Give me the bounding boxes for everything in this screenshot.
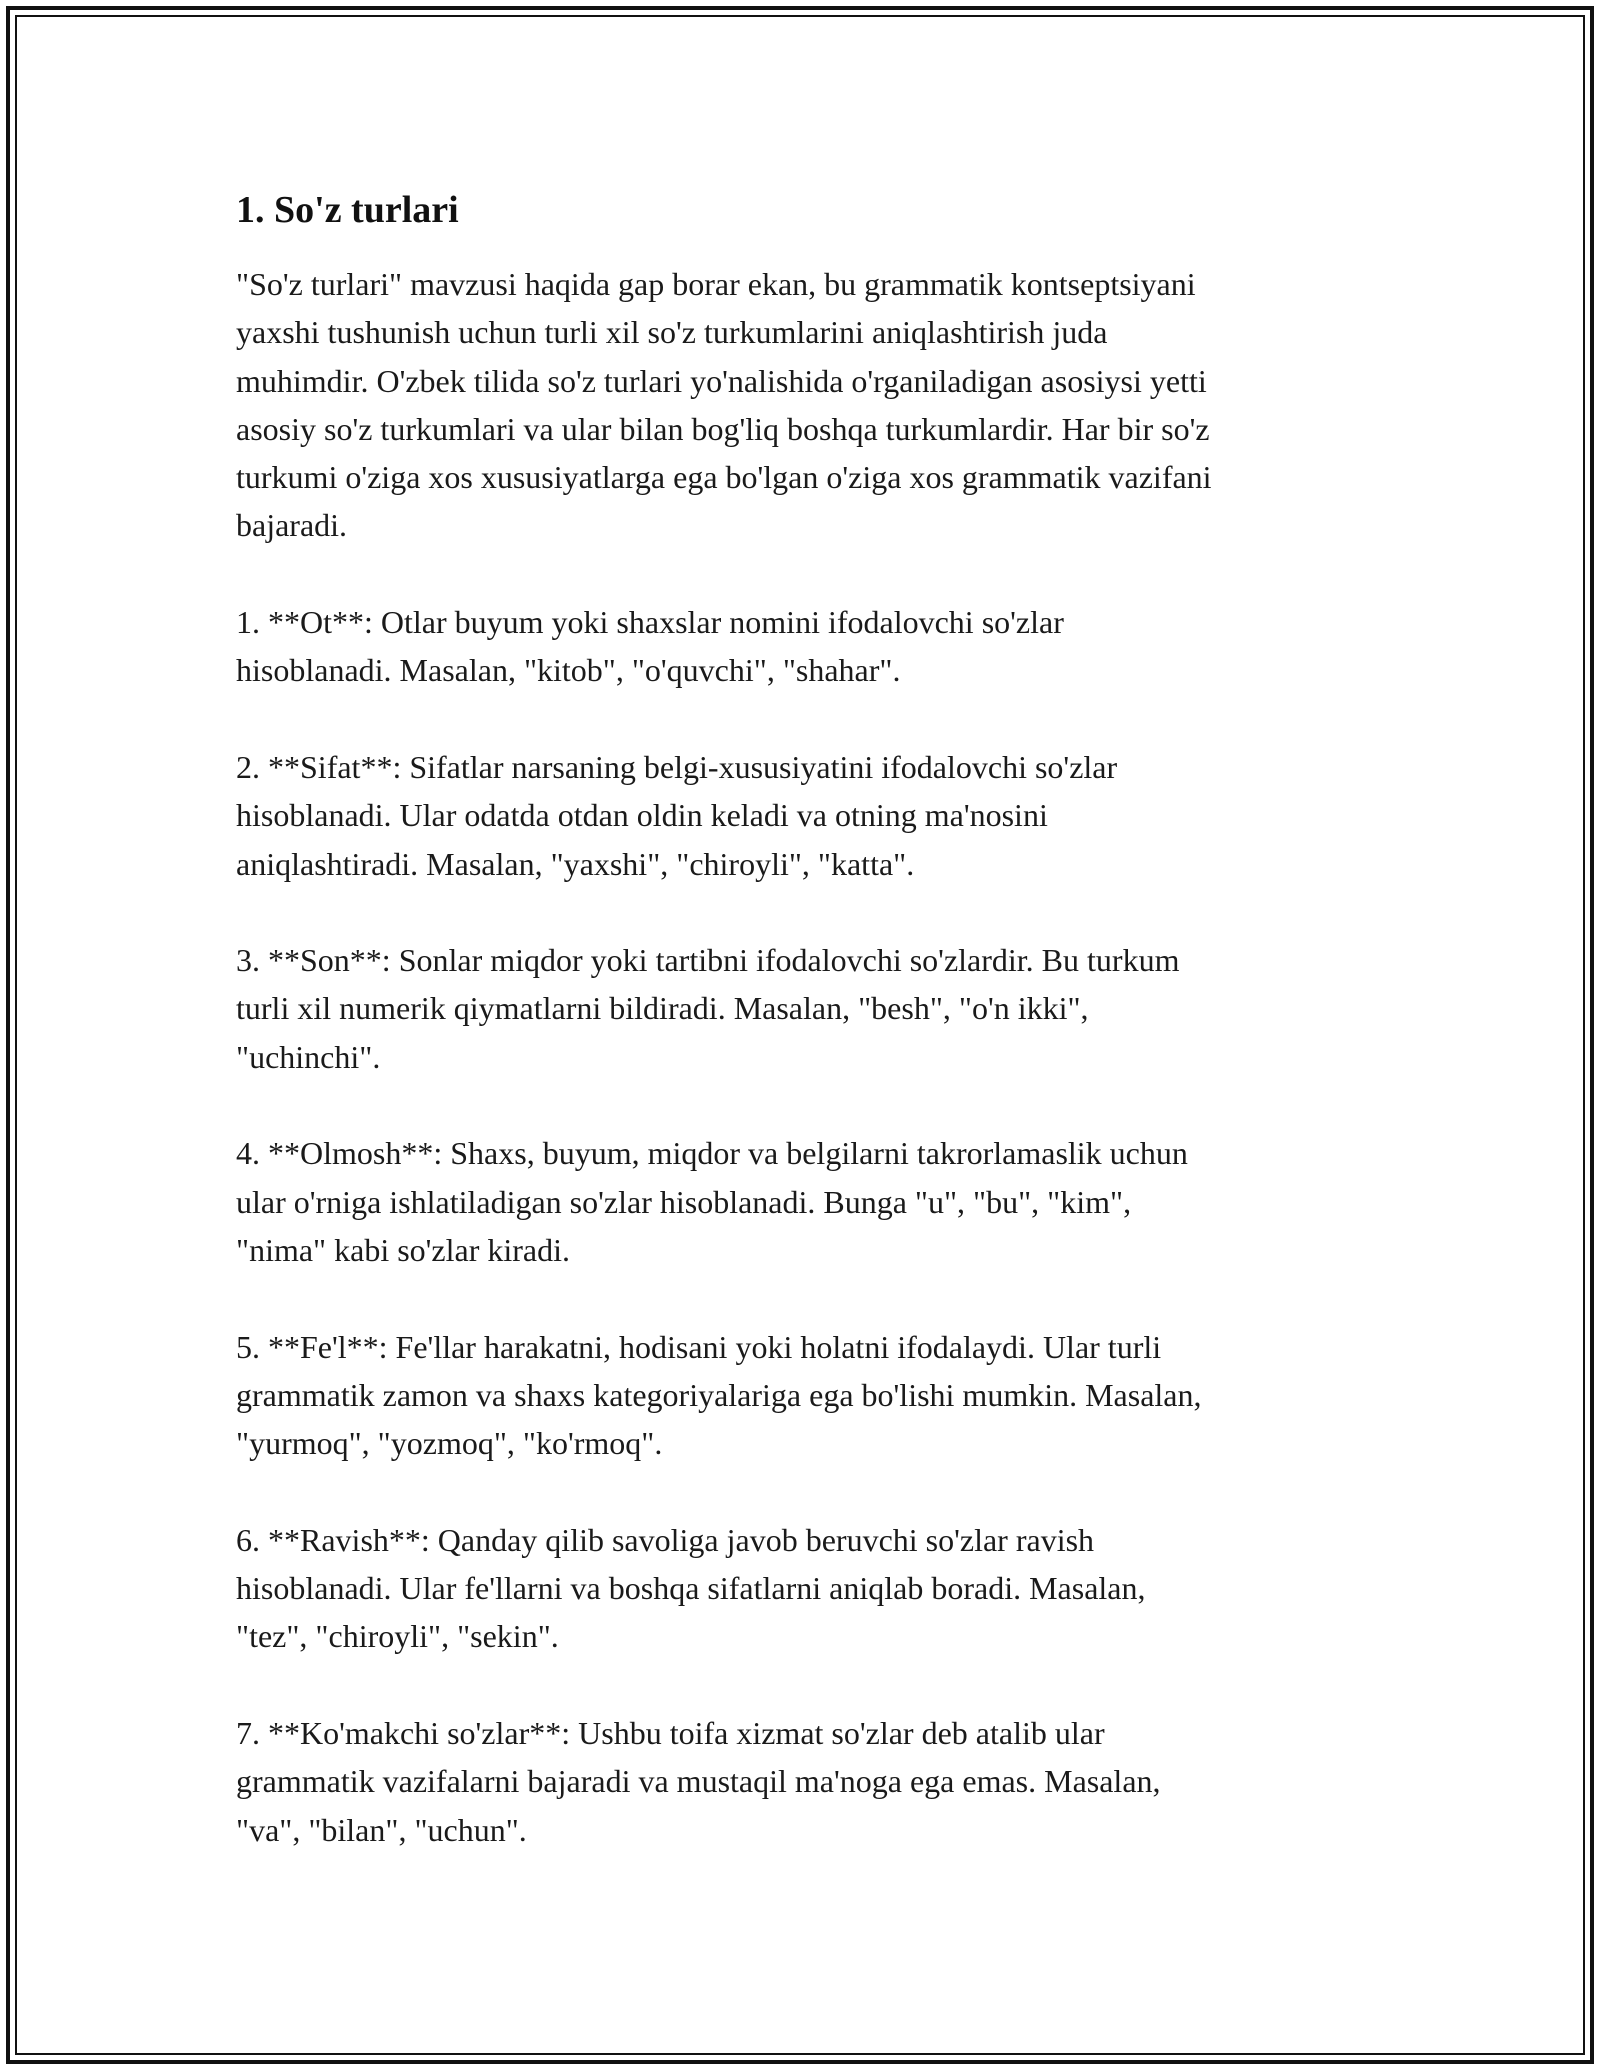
document-body [236,186,1386,1854]
list-item-son: 3. **Son**: Sonlar miqdor yoki tartibni ifodalovchi so'zlardir. Bu turkum turli xil numerik qiymatlarni bildiradi. Masalan, "besh", "o'n ikki", "uchinchi". [236,942,1180,1075]
list-item-olmosh: 4. **Olmosh**: Shaxs, buyum, miqdor va belgilarni takrorlamaslik uchun ular o'rniga ishlatiladigan so'zlar hisoblanadi. Bunga "u", "bu", "kim", "nima" kabi so'zlar kiradi. [236,1135,1188,1268]
list-item-fel: 5. **Fe'l**: Fe'llar harakatni, hodisani yoki holatni ifodalaydi. Ular turli grammatik zamon va shaxs kategoriyalariga ega bo'lishi mumkin. Masalan, "yurmoq", "yozmoq", "ko'rmoq". [236,1328,1202,1462]
intro-paragraph: "So'z turlari" mavzusi haqida gap borar ekan, bu grammatik kontseptsiyani yaxshi tushunish uchun turli xil so'z turkumlarini aniqlashtirish juda muhimdir. O'zbek tilida so'z turlari yo'nalishida o'rganiladigan asosiysi yetti asosiy so'z turkumlari va ular bilan bog'liq boshqa turkumlardir. Har bir so'z turkumi o'ziga xos xususiyatlarga ega bo'lgan o'ziga xos grammatik vazifani bajaradi. [236,266,1212,544]
list-item-komakchi: 7. **Ko'makchi so'zlar**: Ushbu toifa xizmat so'zlar deb atalib ular grammatik vazifalarni bajaradi va mustaqil ma'noga ega emas. Masalan, "va", "bilan", "uchun". [236,1714,1161,1848]
section-title: 1. So'z turlari [236,189,459,231]
list-item-ravish: 6. **Ravish**: Qanday qilib savoliga javob beruvchi so'zlar ravish hisoblanadi. Ular fe'llarni va boshqa sifatlarni aniqlab boradi. Masalan, "tez", "chiroyli", "sekin". [236,1521,1146,1655]
list-item-ot: 1. **Ot**: Otlar buyum yoki shaxslar nomini ifodalovchi so'zlar hisoblanadi. Masalan, "kitob", "o'quvchi", "shahar". [236,604,1064,689]
list-item-sifat: 2. **Sifat**: Sifatlar narsaning belgi-xususiyatini ifodalovchi so'zlar hisoblanadi. Ular odatda otdan oldin keladi va otning ma'nosini aniqlashtiradi. Masalan, "yaxshi", "chiroyli", "katta". [236,748,1118,882]
